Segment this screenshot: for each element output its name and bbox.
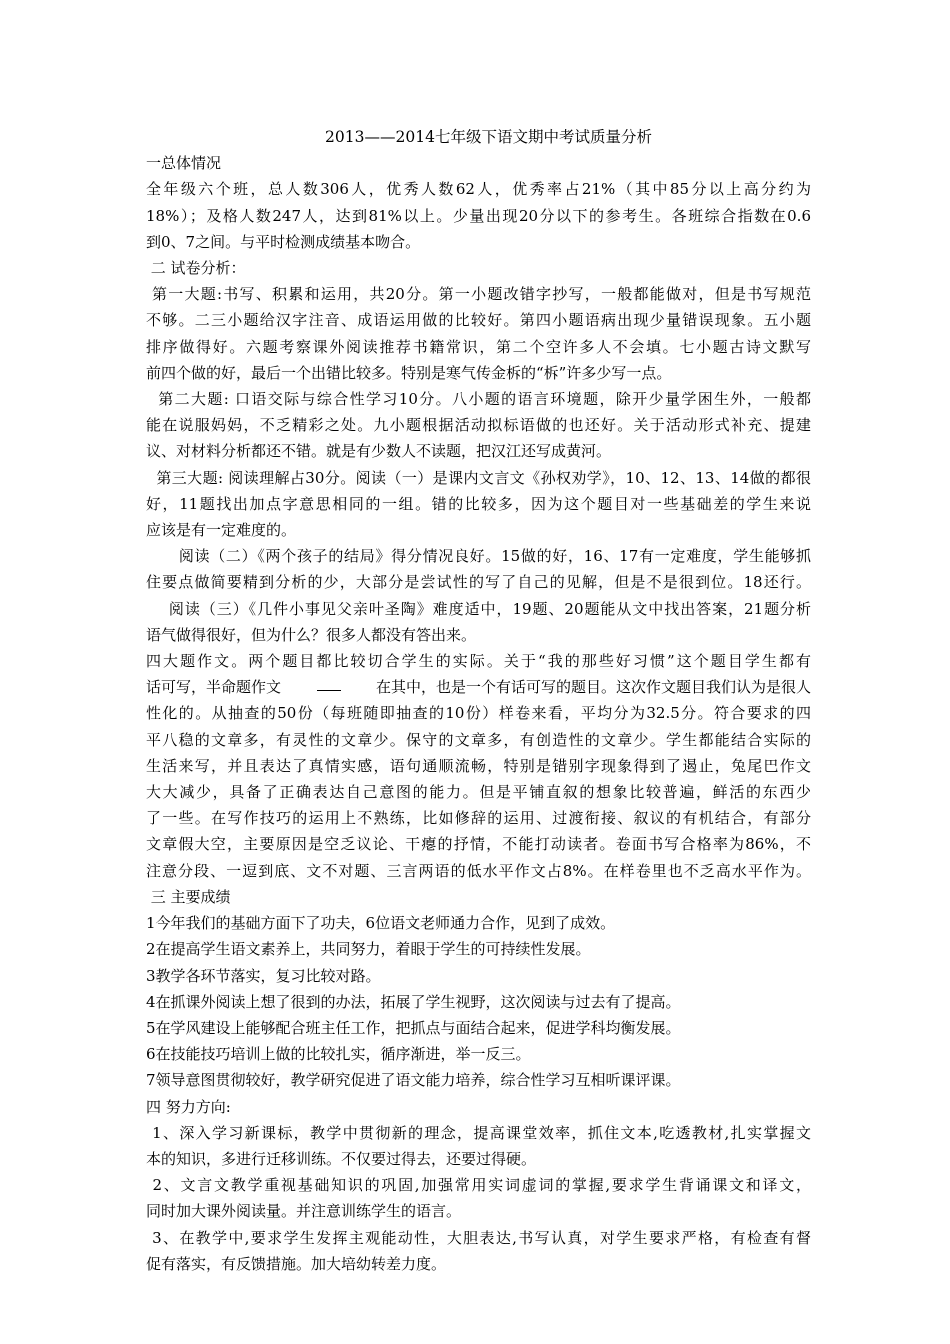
paragraph-line: 四大题作文。两个题目都比较切合学生的实际。关于“我的那些好习惯”这个题目学生都有 bbox=[146, 652, 811, 671]
list-item: 6在技能技巧培训上做的比较扎实，循序渐进，举一反三。 bbox=[146, 1045, 531, 1064]
paragraph-line: 文章假大空，主要原因是空乏议论、干瘪的抒情，不能打动读者。卷面书写合格率为86%，不 bbox=[146, 835, 811, 854]
list-item: 7领导意图贯彻较好，教学研究促进了语文能力培养，综合性学习互相听课评课。 bbox=[146, 1071, 681, 1090]
paragraph-line: 住要点做简要精到分析的少，大部分是尝试性的写了自己的见解，但是不是很到位。18还行。 bbox=[146, 573, 811, 592]
list-item: 1今年我们的基础方面下了功夫，6位语文老师通力合作，见到了成效。 bbox=[146, 914, 616, 933]
fill-in-blank bbox=[317, 674, 341, 691]
paragraph-line: 阅读（三）《几件小事见父亲叶圣陶》难度适中，19题、20题能从文中找出答案，21题分析 bbox=[146, 599, 811, 618]
paragraph-line: 应该是有一定难度的。 bbox=[146, 521, 297, 540]
list-item: 4在抓课外阅读上想了很到的办法，拓展了学生视野，这次阅读与过去有了提高。 bbox=[146, 992, 681, 1011]
paragraph-line: 促有落实，有反馈措施。加大培幼转差力度。 bbox=[146, 1254, 447, 1273]
paragraph-line: 18%）；及格人数247人，达到81%以上。少量出现20分以下的参考生。各班综合指数在0.6 bbox=[146, 206, 811, 225]
paragraph-line: 1、深入学习新课标，教学中贯彻新的理念，提高课堂效率，抓住文本,吃透教材,扎实掌握文 bbox=[146, 1123, 811, 1142]
document-title: 2013——2014七年级下语文期中考试质量分析 bbox=[325, 128, 652, 146]
paragraph-line: 不够。二三小题给汉字注音、成语运用做的比较好。第四小题语病出现少量错误现象。五小题 bbox=[146, 311, 811, 330]
paragraph-line-with-blank bbox=[146, 674, 811, 700]
paragraph-line: 了一些。在写作技巧的运用上不熟练，比如修辞的运用、过渡衔接、叙议的有机结合，有部分 bbox=[146, 809, 811, 828]
list-item: 5在学风建设上能够配合班主任工作，把抓点与面结合起来，促进学科均衡发展。 bbox=[146, 1018, 681, 1037]
paragraph-line: 阅读（二）《两个孩子的结局》得分情况良好。15做的好，16、17有一定难度，学生能够抓 bbox=[146, 547, 811, 566]
paragraph-line: 议、对材料分析都还不错。就是有少数人不读题，把汉江还写成黄河。 bbox=[146, 442, 612, 461]
paragraph-line: 好，11题找出加点字意思相同的一组。错的比较多，因为这个题目对一些基础差的学生来说 bbox=[146, 494, 811, 513]
paragraph-line: 注意分段、一逗到底、文不对题、三言两语的低水平作文占8%。在样卷里也不乏高水平作为。 bbox=[146, 861, 811, 880]
paragraph-line: 同时加大课外阅读量。并注意训练学生的语言。 bbox=[146, 1202, 462, 1221]
paragraph-line: 平八稳的文章多，有灵性的文章少。保守的文章多，有创造性的文章少。学生都能结合实际的 bbox=[146, 730, 811, 749]
paragraph-line: 大大减少，具备了正确表达自己意图的能力。但是平铺直叙的想象比较普遍，鲜活的东西少 bbox=[146, 783, 811, 802]
paragraph-line: 排序做得好。六题考察课外阅读推荐书籍常识，第二个空许多人不会填。七小题古诗文默写 bbox=[146, 337, 811, 356]
section-heading: 二 试卷分析： bbox=[146, 259, 246, 278]
section-heading: 三 主要成绩 bbox=[146, 887, 231, 906]
paragraph-line: 到0、7之间。与平时检测成绩基本吻合。 bbox=[146, 232, 421, 251]
paragraph-line: 全年级六个班，总人数306人，优秀人数62人，优秀率占21%（其中85分以上高分约为 bbox=[146, 180, 811, 199]
section-heading: 四 努力方向: bbox=[146, 1097, 231, 1116]
paragraph-line: 第二大题: 口语交际与综合性学习10分。八小题的语言环境题，除开少量学困生外，一般都 bbox=[146, 390, 811, 409]
paragraph-line: 性化的。从抽查的50份（每班随即抽查的10份）样卷来看，平均分为32.5分。符合要求的四 bbox=[146, 704, 811, 723]
document-page bbox=[146, 124, 811, 1277]
paragraph-line: 第三大题: 阅读理解占30分。阅读（一）是课内文言文《孙权劝学》，10、12、13、14做的都很 bbox=[146, 468, 811, 487]
paragraph-line: 能在说服妈妈，不乏精彩之处。九小题根据活动拟标语做的也还好。关于活动形式补充、提建 bbox=[146, 416, 811, 435]
paragraph-line: 3、在教学中,要求学生发挥主观能动性，大胆表达,书写认真，对学生要求严格，有检查有督 bbox=[146, 1228, 811, 1247]
paragraph-line: 2、文言文教学重视基础知识的巩固,加强常用实词虚词的掌握,要求学生背诵课文和译文， bbox=[146, 1176, 811, 1195]
paragraph-line: 第一大题:书写、积累和运用，共20分。第一小题改错字抄写，一般都能做对，但是书写规范 bbox=[146, 285, 811, 304]
list-item: 2在提高学生语文素养上，共同努力，着眼于学生的可持续性发展。 bbox=[146, 940, 591, 959]
paragraph-line-part: 在其中，也是一个有话可写的题目。这次作文题目我们认为是很人 bbox=[375, 678, 811, 697]
paragraph-line-part: 话可写，半命题作文 bbox=[146, 678, 282, 697]
list-item: 3教学各环节落实，复习比较对路。 bbox=[146, 966, 381, 985]
section-heading: 一总体情况 bbox=[146, 154, 222, 173]
paragraph-line: 语气做得很好，但为什么？很多人都没有答出来。 bbox=[146, 625, 477, 644]
paragraph-line: 生活来写，并且表达了真情实感，语句通顺流畅，特别是错别字现象得到了遏止，兔尾巴作文 bbox=[146, 756, 811, 775]
paragraph-line: 前四个做的好，最后一个出错比较多。特别是寒气传金柝的“柝”许多少写一点。 bbox=[146, 363, 672, 382]
paragraph-line: 本的知识，多进行迁移训练。不仅要过得去，还要过得硬。 bbox=[146, 1149, 537, 1168]
